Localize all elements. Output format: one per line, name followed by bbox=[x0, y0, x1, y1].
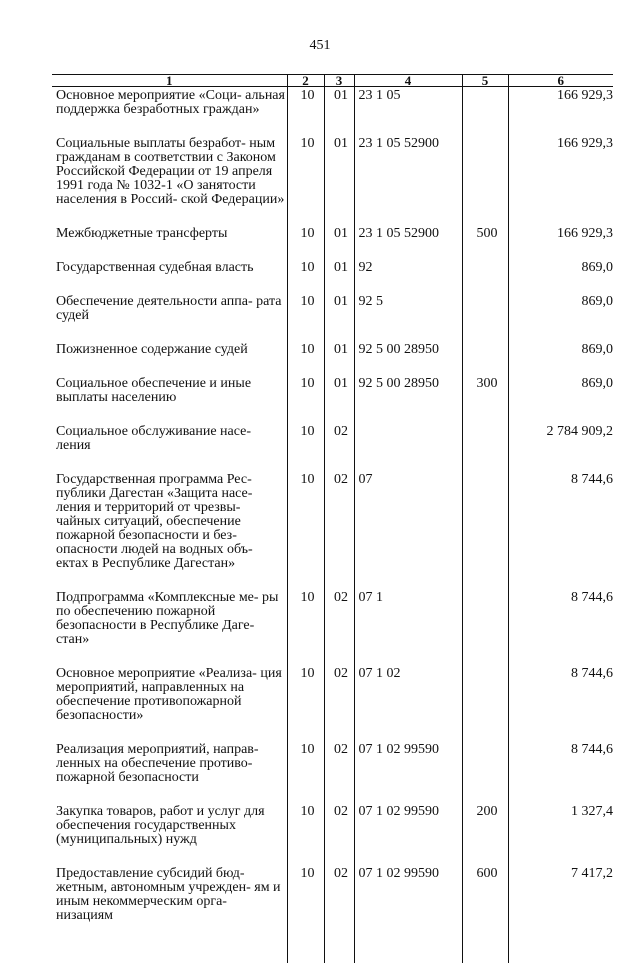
subsection-code-cell: 02 bbox=[324, 425, 354, 473]
table-header bbox=[52, 75, 613, 87]
section-code-cell: 10 bbox=[287, 591, 324, 667]
section-code-cell: 10 bbox=[287, 867, 324, 963]
amount-cell: 8 744,6 bbox=[508, 743, 613, 805]
expense-type-cell bbox=[462, 425, 508, 473]
amount-cell: 166 929,3 bbox=[508, 87, 613, 138]
subsection-code-cell: 02 bbox=[324, 743, 354, 805]
target-article-cell: 07 1 bbox=[354, 591, 462, 667]
table-row bbox=[52, 591, 613, 667]
amount-cell: 7 417,2 bbox=[508, 867, 613, 963]
target-article-cell: 07 1 02 bbox=[354, 667, 462, 743]
expense-name-cell: Реализация мероприятий, направ- ленных на обеспечение противо- пожарной безопасности bbox=[52, 743, 287, 805]
subsection-code-cell: 02 bbox=[324, 805, 354, 867]
column-header-6: 6 bbox=[508, 75, 613, 87]
target-article-cell: 07 bbox=[354, 473, 462, 591]
section-code-cell: 10 bbox=[287, 227, 324, 261]
expense-name-cell: Обеспечение деятельности аппа- рата судей bbox=[52, 295, 287, 343]
table-row bbox=[52, 261, 613, 295]
expense-type-cell bbox=[462, 667, 508, 743]
table-row bbox=[52, 667, 613, 743]
amount-cell: 8 744,6 bbox=[508, 667, 613, 743]
target-article-cell: 07 1 02 99590 bbox=[354, 805, 462, 867]
expense-type-cell bbox=[462, 591, 508, 667]
target-article-cell: 92 5 00 28950 bbox=[354, 377, 462, 425]
section-code-cell: 10 bbox=[287, 377, 324, 425]
amount-cell: 8 744,6 bbox=[508, 473, 613, 591]
amount-cell: 1 327,4 bbox=[508, 805, 613, 867]
table-body bbox=[52, 87, 613, 963]
expense-name-cell: Государственная судебная власть bbox=[52, 261, 287, 295]
target-article-cell: 23 1 05 52900 bbox=[354, 137, 462, 227]
table-row bbox=[52, 227, 613, 261]
section-code-cell: 10 bbox=[287, 87, 324, 138]
table-row bbox=[52, 473, 613, 591]
table-row bbox=[52, 867, 613, 963]
target-article-cell: 23 1 05 52900 bbox=[354, 227, 462, 261]
amount-cell: 869,0 bbox=[508, 295, 613, 343]
expense-type-cell bbox=[462, 473, 508, 591]
table-row bbox=[52, 377, 613, 425]
expense-name-cell: Основное мероприятие «Реализа- ция мероприятий, направленных на обеспечение противопожарной безопасности» bbox=[52, 667, 287, 743]
target-article-cell: 92 bbox=[354, 261, 462, 295]
amount-cell: 166 929,3 bbox=[508, 137, 613, 227]
expense-type-cell: 200 bbox=[462, 805, 508, 867]
table-row bbox=[52, 87, 613, 138]
section-code-cell: 10 bbox=[287, 743, 324, 805]
amount-cell: 166 929,3 bbox=[508, 227, 613, 261]
subsection-code-cell: 02 bbox=[324, 667, 354, 743]
expense-type-cell: 500 bbox=[462, 227, 508, 261]
column-header-1: 1 bbox=[52, 75, 287, 87]
expense-name-cell: Социальное обслуживание насе- ления bbox=[52, 425, 287, 473]
target-article-cell bbox=[354, 425, 462, 473]
amount-cell: 8 744,6 bbox=[508, 591, 613, 667]
table-row bbox=[52, 295, 613, 343]
expense-type-cell bbox=[462, 137, 508, 227]
section-code-cell: 10 bbox=[287, 261, 324, 295]
subsection-code-cell: 02 bbox=[324, 867, 354, 963]
target-article-cell: 92 5 00 28950 bbox=[354, 343, 462, 377]
column-header-5: 5 bbox=[462, 75, 508, 87]
expense-name-cell: Основное мероприятие «Соци- альная поддержка безработных граждан» bbox=[52, 87, 287, 138]
expense-name-cell: Подпрограмма «Комплексные ме- ры по обеспечению пожарной безопасности в Республике Даге- стан» bbox=[52, 591, 287, 667]
column-header-4: 4 bbox=[354, 75, 462, 87]
expense-type-cell: 600 bbox=[462, 867, 508, 963]
budget-table bbox=[52, 74, 613, 963]
section-code-cell: 10 bbox=[287, 667, 324, 743]
section-code-cell: 10 bbox=[287, 295, 324, 343]
amount-cell: 869,0 bbox=[508, 261, 613, 295]
amount-cell: 869,0 bbox=[508, 343, 613, 377]
expense-type-cell bbox=[462, 295, 508, 343]
subsection-code-cell: 02 bbox=[324, 473, 354, 591]
expense-name-cell: Социальное обеспечение и иные выплаты населению bbox=[52, 377, 287, 425]
table-row bbox=[52, 343, 613, 377]
expense-type-cell bbox=[462, 87, 508, 138]
subsection-code-cell: 01 bbox=[324, 227, 354, 261]
target-article-cell: 92 5 bbox=[354, 295, 462, 343]
expense-type-cell: 300 bbox=[462, 377, 508, 425]
table-row bbox=[52, 805, 613, 867]
table-row bbox=[52, 425, 613, 473]
target-article-cell: 23 1 05 bbox=[354, 87, 462, 138]
expense-type-cell bbox=[462, 743, 508, 805]
section-code-cell: 10 bbox=[287, 343, 324, 377]
expense-type-cell bbox=[462, 261, 508, 295]
subsection-code-cell: 01 bbox=[324, 377, 354, 425]
subsection-code-cell: 01 bbox=[324, 295, 354, 343]
column-header-3: 3 bbox=[324, 75, 354, 87]
amount-cell: 869,0 bbox=[508, 377, 613, 425]
page-number: 451 bbox=[0, 38, 640, 54]
expense-name-cell: Предоставление субсидий бюд- жетным, автономным учрежден- ям и иным некоммерческим орга- низациям bbox=[52, 867, 287, 963]
header-row bbox=[52, 75, 613, 87]
subsection-code-cell: 01 bbox=[324, 137, 354, 227]
subsection-code-cell: 02 bbox=[324, 591, 354, 667]
section-code-cell: 10 bbox=[287, 805, 324, 867]
target-article-cell: 07 1 02 99590 bbox=[354, 867, 462, 963]
expense-name-cell: Межбюджетные трансферты bbox=[52, 227, 287, 261]
section-code-cell: 10 bbox=[287, 473, 324, 591]
subsection-code-cell: 01 bbox=[324, 87, 354, 138]
table-row bbox=[52, 137, 613, 227]
subsection-code-cell: 01 bbox=[324, 343, 354, 377]
target-article-cell: 07 1 02 99590 bbox=[354, 743, 462, 805]
expense-name-cell: Государственная программа Рес- публики Дагестан «Защита насе- ления и территорий от чрезвы- чайных ситуаций, обеспечение пожарной безопасности и без- опасности людей на водных объ- ектах в Республике Дагестан» bbox=[52, 473, 287, 591]
table-row bbox=[52, 743, 613, 805]
column-header-2: 2 bbox=[287, 75, 324, 87]
expense-name-cell: Социальные выплаты безработ- ным гражданам в соответствии с Законом Российской Федерации от 19 апреля 1991 года № 1032-1 «О занятости населения в Россий- ской Федерации» bbox=[52, 137, 287, 227]
subsection-code-cell: 01 bbox=[324, 261, 354, 295]
section-code-cell: 10 bbox=[287, 425, 324, 473]
amount-cell: 2 784 909,2 bbox=[508, 425, 613, 473]
section-code-cell: 10 bbox=[287, 137, 324, 227]
expense-name-cell: Пожизненное содержание судей bbox=[52, 343, 287, 377]
expense-name-cell: Закупка товаров, работ и услуг для обеспечения государственных (муниципальных) нужд bbox=[52, 805, 287, 867]
expense-type-cell bbox=[462, 343, 508, 377]
